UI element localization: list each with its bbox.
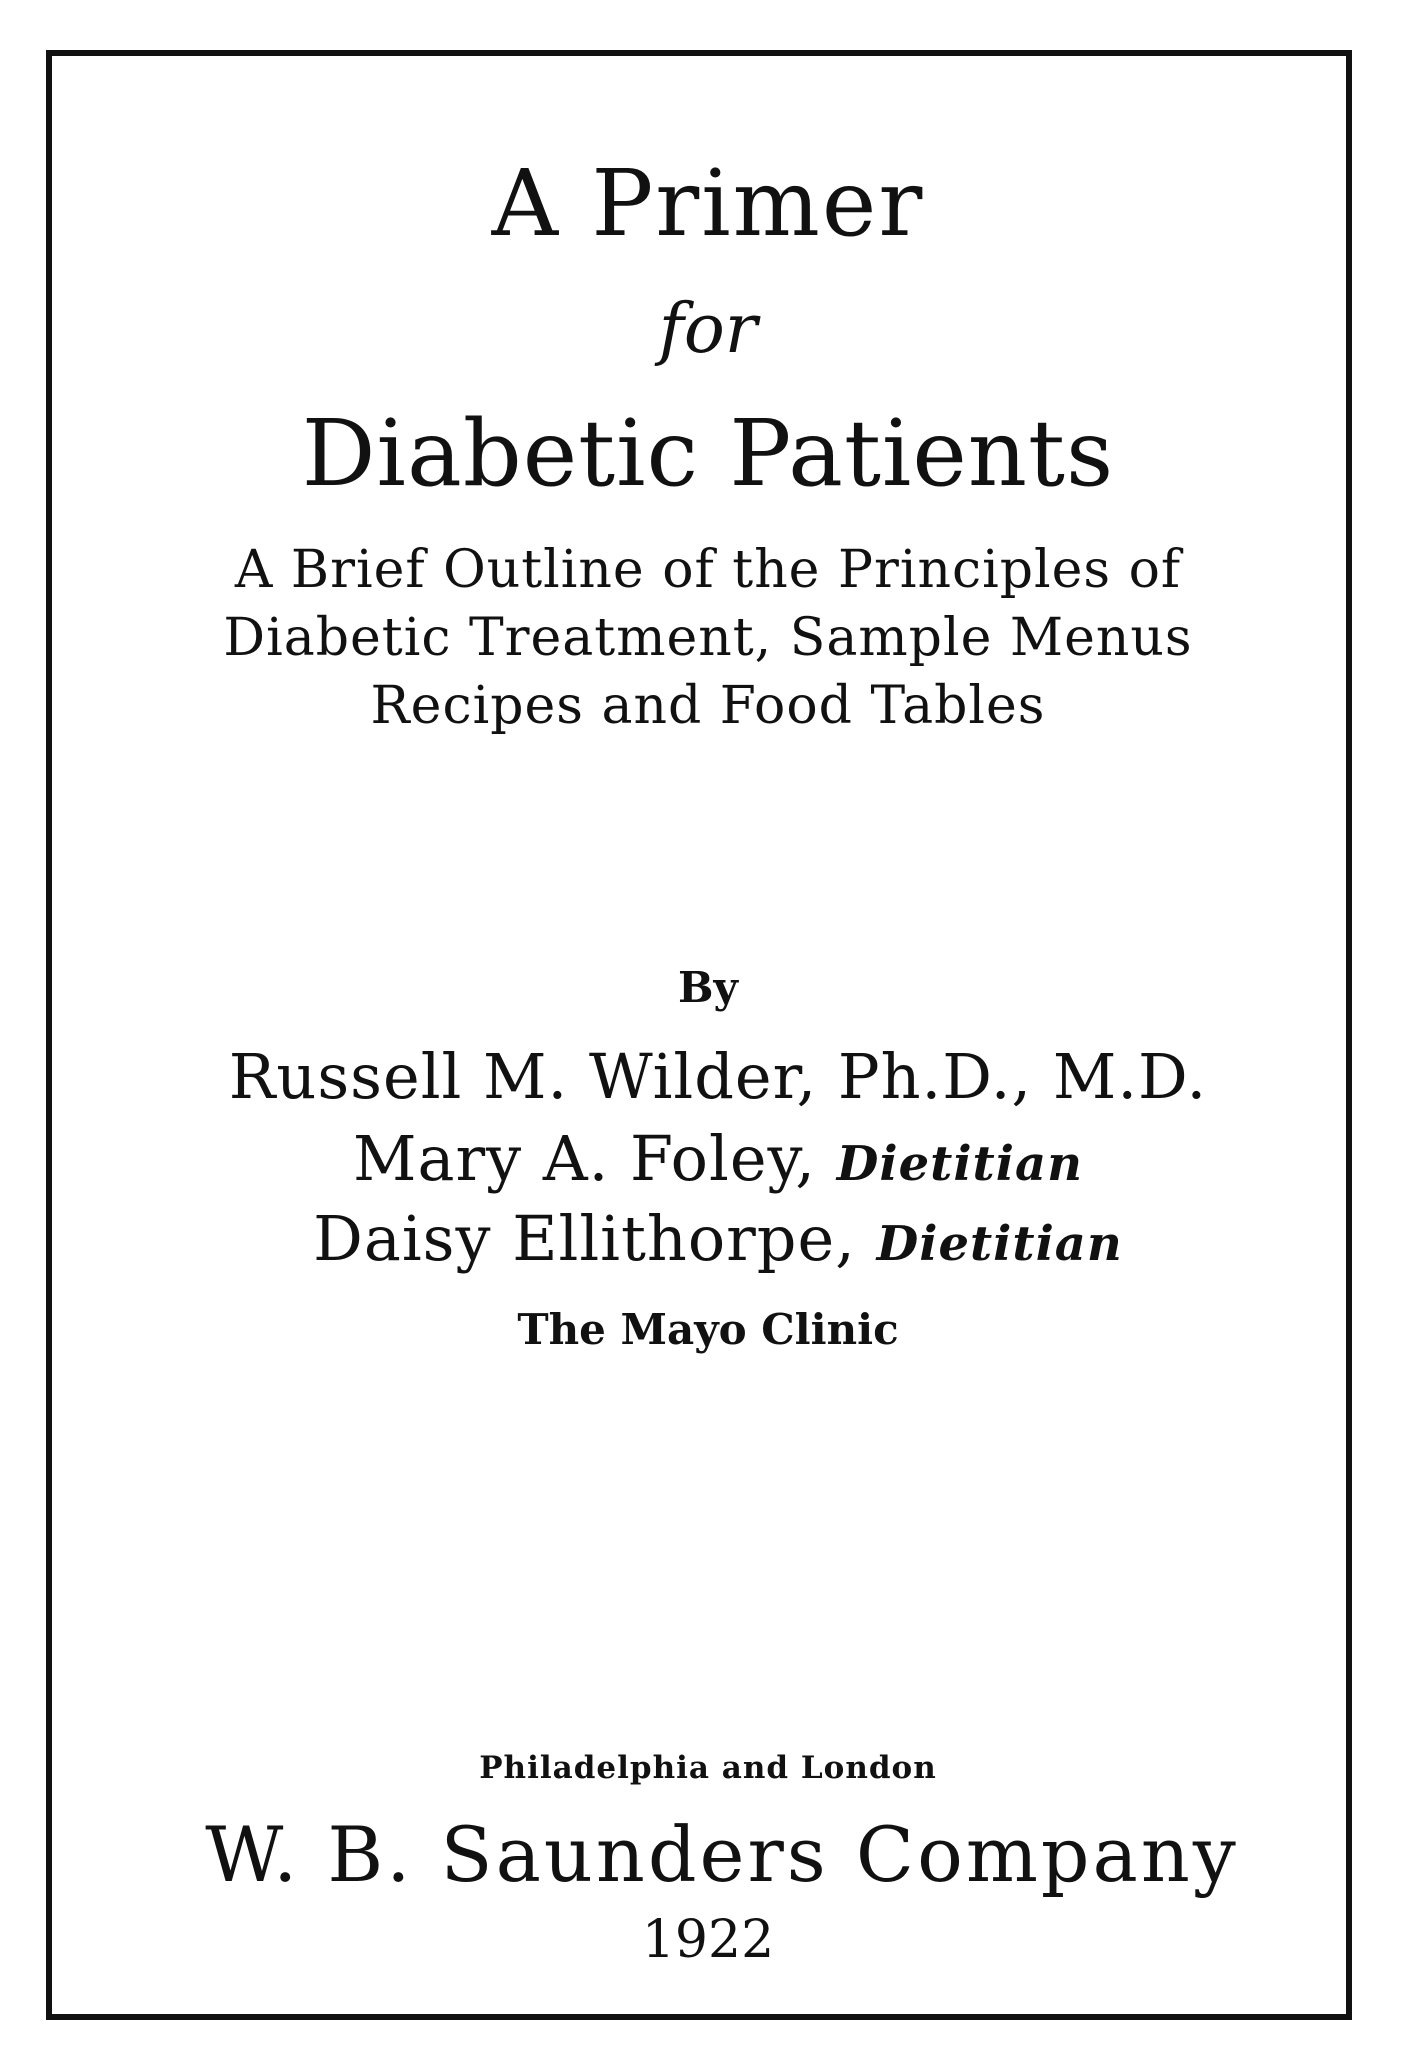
subtitle-line-1: A Brief Outline of the Principles of (234, 540, 1182, 600)
author-1-name: Russell M. Wilder, Ph.D., M.D. (228, 1040, 1208, 1113)
publication-place: Philadelphia and London (479, 1750, 937, 1786)
title-line-3: Diabetic Patients (301, 400, 1115, 507)
subtitle-line-2: Diabetic Treatment, Sample Menus (223, 608, 1193, 668)
publisher-name: W. B. Saunders Company (205, 1810, 1239, 1899)
author-2 (10, 1122, 1416, 1195)
author-3-role: Dietitian (876, 1216, 1123, 1272)
title-line-2: for (658, 290, 758, 369)
author-2-name: Mary A. Foley, (353, 1122, 817, 1195)
title-line-1: A Primer (491, 150, 925, 257)
publication-year: 1922 (641, 1910, 775, 1970)
by-label: By (678, 963, 738, 1012)
author-2-role: Dietitian (836, 1136, 1083, 1192)
author-3 (10, 1202, 1416, 1275)
author-3-name: Daisy Ellithorpe, (313, 1202, 856, 1275)
institution: The Mayo Clinic (517, 1305, 899, 1354)
author-1 (10, 1040, 1416, 1113)
subtitle-line-3: Recipes and Food Tables (370, 676, 1046, 736)
